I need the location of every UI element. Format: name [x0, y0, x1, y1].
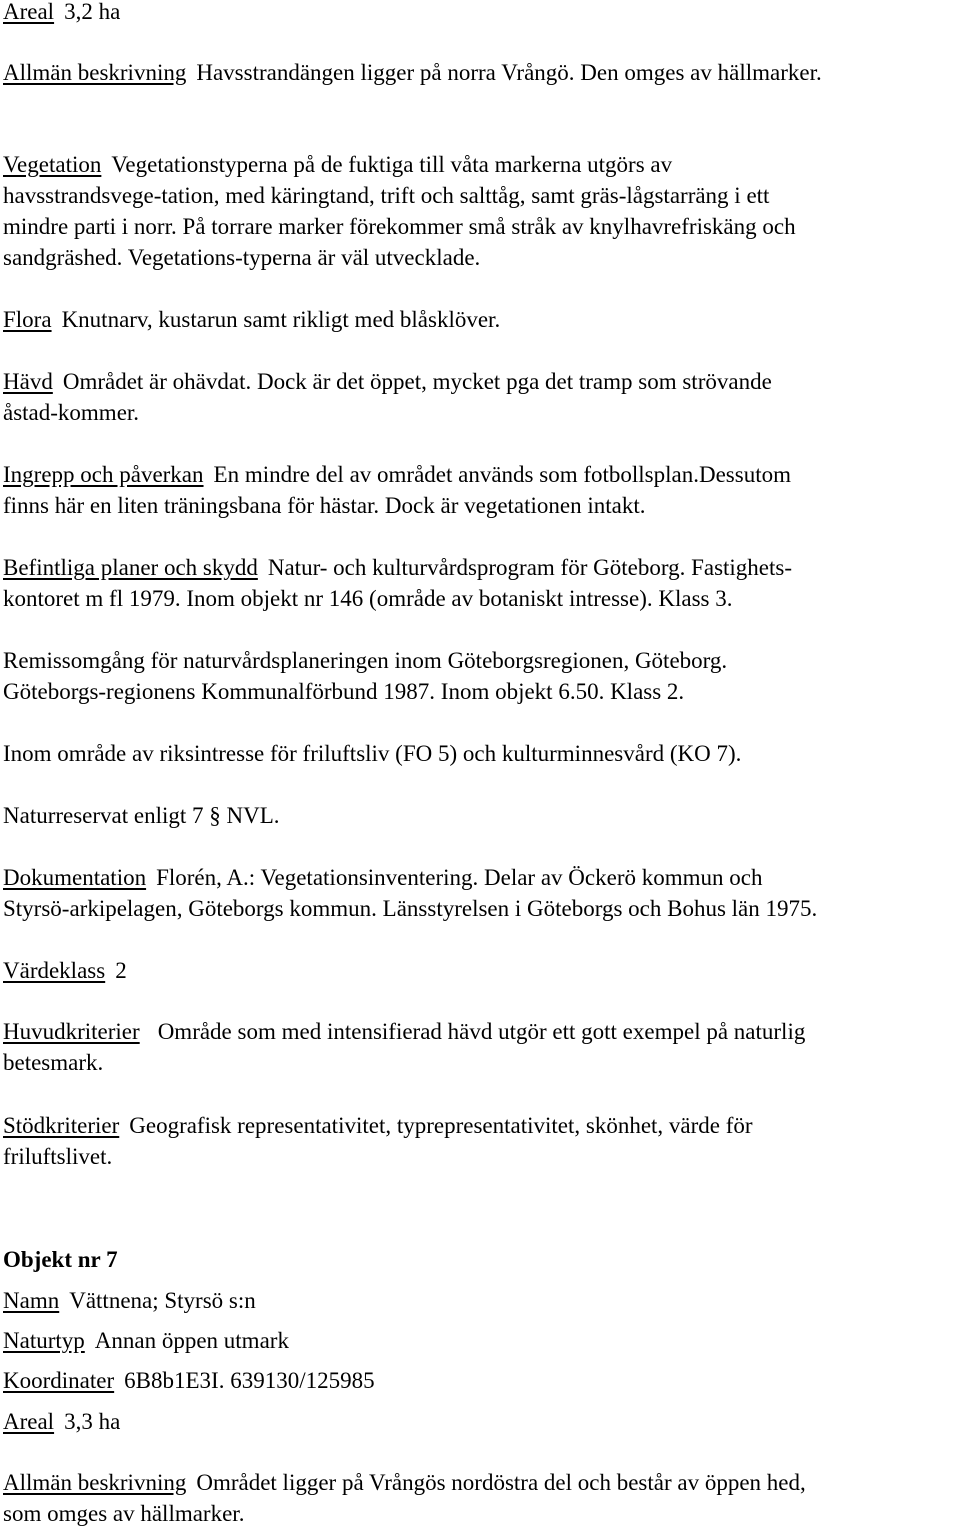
allman-beskrivning-row-2: [3, 1467, 957, 1529]
areal-value: 3,2 ha: [64, 0, 121, 24]
remissomgang-text-2: Göteborgs-regionens Kommunalförbund 1987. Inom objekt 6.50. Klass 2.: [3, 679, 685, 704]
dokumentation-label: Dokumentation: [3, 865, 147, 890]
naturtyp-label: Naturtyp: [3, 1328, 85, 1353]
namn-row: [3, 1285, 957, 1316]
havd-text-1: Området är ohävdat.: [62, 369, 252, 394]
remissomgang-row: [3, 645, 957, 707]
stodkriterier-label: Stödkriterier: [3, 1113, 120, 1138]
vegetation-text-3: mindre parti i norr.: [3, 214, 177, 239]
objekt-heading: Objekt nr 7: [3, 1247, 118, 1272]
flora-row: [3, 304, 957, 335]
areal-row: [3, 0, 957, 27]
naturreservat-row: [3, 800, 957, 831]
naturtyp-row: [3, 1325, 957, 1356]
ingrepp-text-2: finns här en liten träningsbana för hästar. Dock är vegetationen intakt.: [3, 493, 646, 518]
havd-label: Hävd: [3, 369, 53, 394]
allman-beskrivning-text-1: Området ligger på Vrångös nordöstra del och består av öppen hed,: [196, 1470, 806, 1495]
dokumentation-row: [3, 862, 957, 924]
koordinater-value: 6B8b1E3I. 639130/125985: [124, 1368, 375, 1393]
areal-row-2: [3, 1406, 957, 1437]
flora-value: Knutnarv, kustarun samt rikligt med blåsklöver.: [61, 307, 501, 332]
huvudkriterier-text-2: betesmark.: [3, 1050, 104, 1075]
vegetation-text-1: Vegetationstyperna på de fuktiga till våta markerna utgörs av: [111, 152, 673, 177]
vegetation-label: Vegetation: [3, 152, 102, 177]
allman-beskrivning-text-2: som omges av hällmarker.: [3, 1501, 245, 1526]
riksintresse-text: Inom område av riksintresse för friluftsliv (FO 5) och kulturminnesvård (KO 7).: [3, 741, 742, 766]
havd-text-3: åstad-kommer.: [3, 400, 140, 425]
havd-text-2: Dock är det öppet, mycket pga det tramp som strövande: [256, 369, 772, 394]
vegetation-text-2: havsstrandsvege-tation, med käringtand, trift och salttåg, samt gräs-lågstarräng i ett: [3, 183, 770, 208]
allman-beskrivning-row: [3, 57, 957, 88]
vegetation-text-5: sandgräshed. Vegetations-typerna är väl utvecklade.: [3, 245, 481, 270]
dokumentation-text-2: Styrsö-arkipelagen, Göteborgs kommun. Länsstyrelsen i Göteborgs och Bohus län 1975.: [3, 896, 818, 921]
ingrepp-row: [3, 459, 957, 521]
havd-row: [3, 366, 957, 428]
naturreservat-text-before: Naturreservat enligt 7: [3, 803, 204, 828]
vardeklass-value: 2: [115, 958, 127, 983]
areal-label-2: Areal: [3, 1409, 55, 1434]
ingrepp-text-1: En mindre del av området används som fotbollsplan.Dessutom: [213, 462, 791, 487]
riksintresse-row: [3, 738, 957, 769]
allman-beskrivning-label: Allmän beskrivning: [3, 60, 187, 85]
flora-label: Flora: [3, 307, 52, 332]
befintliga-planer-label: Befintliga planer och skydd: [3, 555, 258, 580]
naturtyp-value: Annan öppen utmark: [94, 1328, 289, 1353]
vegetation-text-4: På torrare marker förekommer små stråk av knylhavrefriskäng och: [182, 214, 796, 239]
stodkriterier-row: [3, 1110, 957, 1172]
befintliga-planer-text-1: Natur- och kulturvårdsprogram för Göteborg. Fastighets-: [267, 555, 793, 580]
namn-label: Namn: [3, 1288, 60, 1313]
huvudkriterier-text-1: Område som med intensifierad hävd utgör ett gott exempel på naturlig: [157, 1019, 806, 1044]
huvudkriterier-label: Huvudkriterier: [3, 1019, 140, 1044]
stodkriterier-text-2: friluftslivet.: [3, 1144, 113, 1169]
areal-label: Areal: [3, 0, 55, 24]
dokumentation-text-1: Florén, A.: Vegetationsinventering. Delar av Öckerö kommun och: [156, 865, 763, 890]
namn-value: Vättnena; Styrsö s:n: [69, 1288, 256, 1313]
vardeklass-label: Värdeklass: [3, 958, 106, 983]
section-sign: §: [209, 803, 221, 828]
remissomgang-text-1: Remissomgång för naturvårdsplaneringen inom Göteborgsregionen, Göteborg.: [3, 648, 728, 673]
koordinater-label: Koordinater: [3, 1368, 115, 1393]
huvudkriterier-row: [3, 1016, 957, 1078]
allman-beskrivning-value: Havsstrandängen ligger på norra Vrångö. Den omges av hällmarker.: [196, 60, 822, 85]
koordinater-row: [3, 1365, 957, 1396]
ingrepp-label: Ingrepp och påverkan: [3, 462, 204, 487]
naturreservat-text-after: NVL.: [226, 803, 280, 828]
vardeklass-row: [3, 955, 957, 986]
befintliga-planer-text-2: kontoret m fl 1979. Inom objekt nr 146 (område av botaniskt intresse). Klass 3.: [3, 586, 733, 611]
befintliga-planer-row: [3, 552, 957, 614]
allman-beskrivning-label-2: Allmän beskrivning: [3, 1470, 187, 1495]
areal-value-2: 3,3 ha: [64, 1409, 121, 1434]
stodkriterier-text-1: Geografisk representativitet, typrepresentativitet, skönhet, värde för: [129, 1113, 753, 1138]
vegetation-row: [3, 149, 957, 273]
